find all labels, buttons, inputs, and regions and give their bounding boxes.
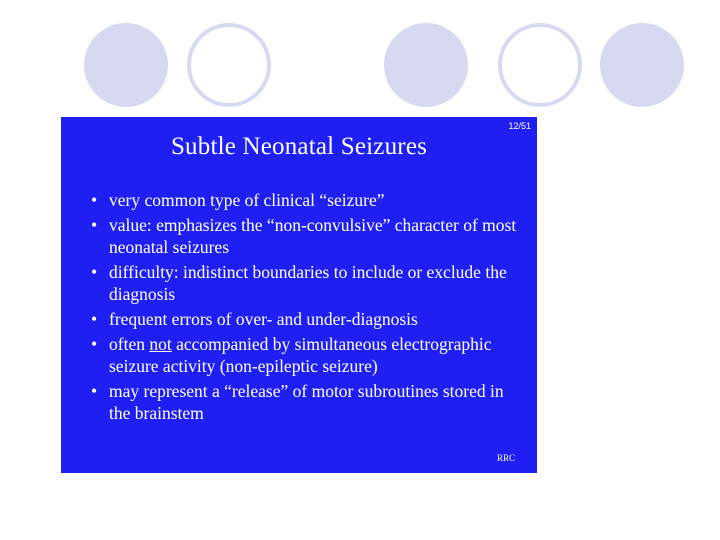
author-initials: RRC bbox=[496, 453, 515, 463]
bullet-item bbox=[91, 214, 521, 258]
bullet-text: accompanied by simultaneous electrographic seizure activity (non-epileptic seizure) bbox=[109, 334, 492, 376]
bullet-text: may represent a “release” of motor subroutines stored in the brainstem bbox=[109, 381, 504, 423]
decorative-circle-3 bbox=[600, 23, 684, 107]
slide-number: 12/51 bbox=[508, 121, 531, 131]
bullet-item bbox=[91, 380, 521, 424]
bullet-item bbox=[91, 261, 521, 305]
slide-image bbox=[61, 117, 537, 473]
bullet-item bbox=[91, 308, 521, 330]
slide-title: Subtle Neonatal Seizures bbox=[170, 133, 428, 160]
bullet-text: frequent errors of over- and under-diagnosis bbox=[109, 309, 418, 329]
bullet-text: value: emphasizes the “non-convulsive” character of most neonatal seizures bbox=[109, 215, 517, 257]
decorative-ring-2 bbox=[498, 23, 582, 107]
decorative-circle-2 bbox=[384, 23, 468, 107]
decorative-ring-1 bbox=[187, 23, 271, 107]
bullet-list bbox=[91, 189, 521, 427]
decorative-circle-1 bbox=[84, 23, 168, 107]
bullet-text: difficulty: indistinct boundaries to include or exclude the diagnosis bbox=[109, 262, 507, 304]
bullet-item bbox=[91, 189, 521, 211]
bullet-text: often bbox=[109, 334, 150, 354]
bullet-text: very common type of clinical “seizure” bbox=[109, 190, 385, 210]
bullet-item bbox=[91, 333, 521, 377]
underlined-text: not bbox=[149, 334, 172, 354]
